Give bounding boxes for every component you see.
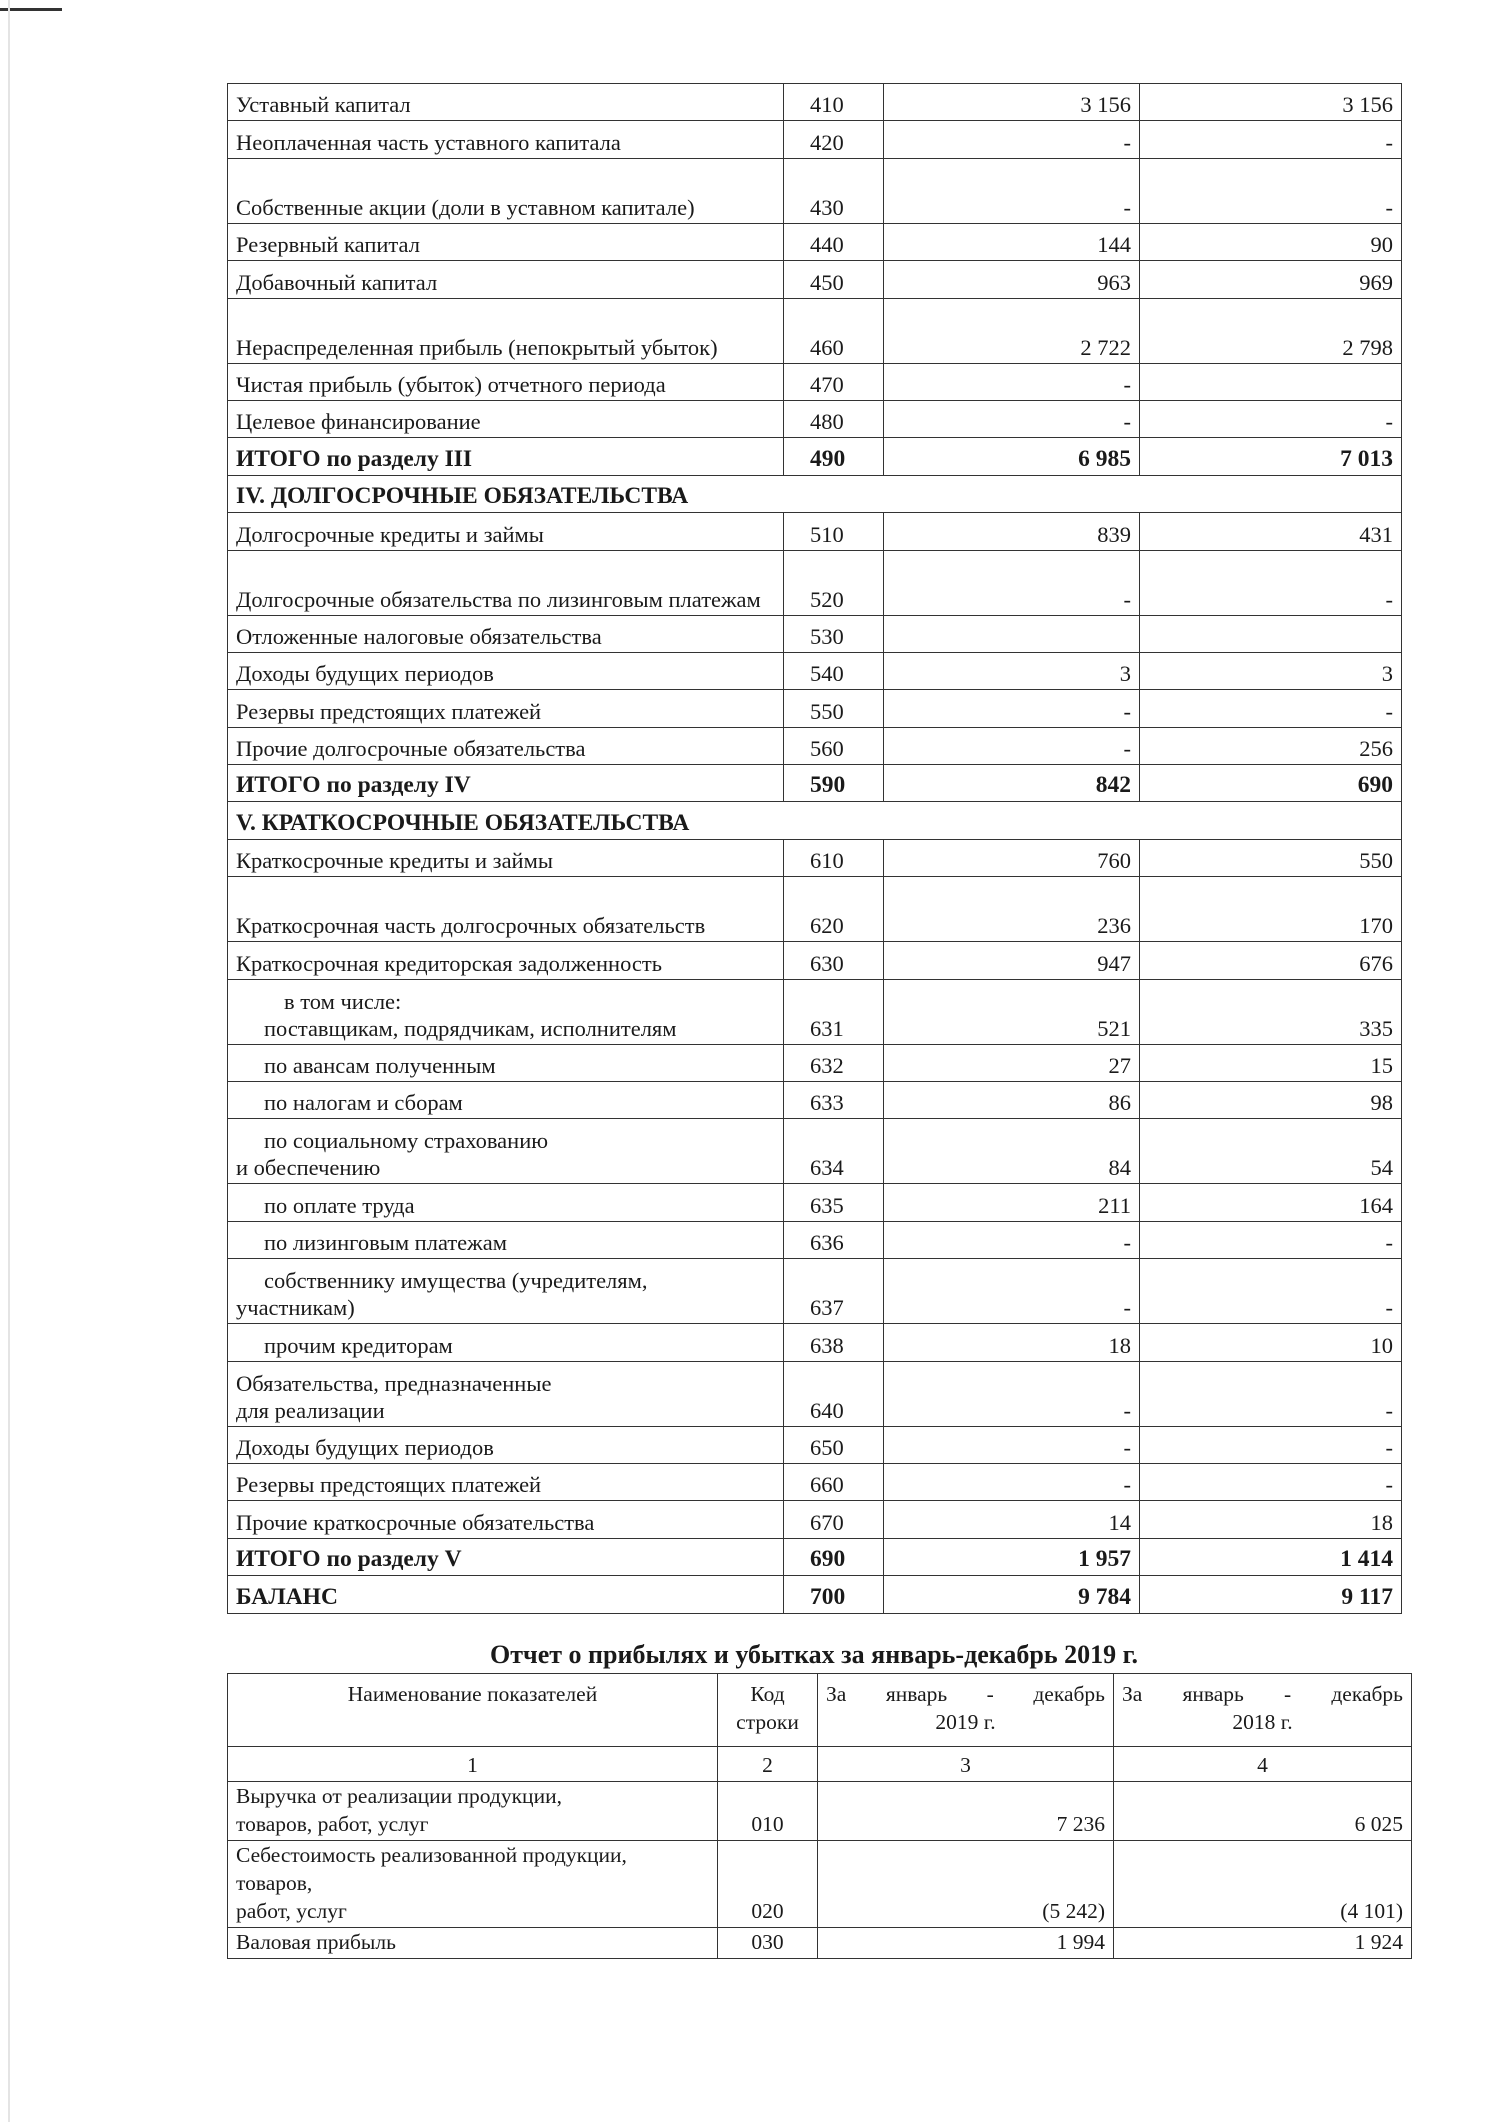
header-name: Наименование показателей <box>228 1674 718 1747</box>
row-code: 630 <box>784 942 884 979</box>
row-code: 550 <box>784 690 884 727</box>
row-name: Целевое финансирование <box>228 400 784 437</box>
value-2019: 842 <box>884 765 1140 802</box>
value-2019: - <box>884 550 1140 615</box>
table-row <box>228 1324 1402 1361</box>
row-code: 440 <box>784 223 884 260</box>
value-2018: 54 <box>1140 1119 1402 1184</box>
value-2019: - <box>884 1221 1140 1258</box>
section-total-row <box>228 438 1402 475</box>
value-2019: 6 985 <box>884 438 1140 475</box>
row-code: 460 <box>784 298 884 363</box>
table-row <box>228 158 1402 223</box>
table-row <box>228 1361 1402 1426</box>
table-row <box>228 363 1402 400</box>
row-name <box>228 1361 784 1426</box>
row-code: 610 <box>784 839 884 876</box>
row-code: 620 <box>784 877 884 942</box>
value-2018: 1 924 <box>1114 1928 1412 1959</box>
row-name: Резервы предстоящих платежей <box>228 690 784 727</box>
table-row <box>228 223 1402 260</box>
row-code: 420 <box>784 121 884 158</box>
value-2019: 3 <box>884 652 1140 689</box>
header-2019 <box>818 1674 1114 1747</box>
row-name <box>228 1119 784 1184</box>
header-row <box>228 1674 1412 1747</box>
table-row <box>228 121 1402 158</box>
row-name-line2: поставщикам, подрядчикам, исполнителям <box>264 1015 677 1041</box>
value-2019: 144 <box>884 223 1140 260</box>
value-2019: 521 <box>884 979 1140 1044</box>
row-code: 490 <box>784 438 884 475</box>
table-row <box>228 727 1402 764</box>
row-code: 635 <box>784 1184 884 1221</box>
value-2018: - <box>1140 1221 1402 1258</box>
value-2018: 10 <box>1140 1324 1402 1361</box>
row-name-line1: Выручка от реализации продукции, <box>236 1784 562 1808</box>
value-2018: 170 <box>1140 877 1402 942</box>
row-name: по лизинговым платежам <box>228 1221 784 1258</box>
row-name: Уставный капитал <box>228 84 784 121</box>
value-2019: 760 <box>884 839 1140 876</box>
value-2018: 9 117 <box>1140 1576 1402 1613</box>
row-code: 633 <box>784 1082 884 1119</box>
value-2018: - <box>1140 121 1402 158</box>
row-name: Чистая прибыль (убыток) отчетного периода <box>228 363 784 400</box>
table-row <box>228 400 1402 437</box>
table-row <box>228 1259 1402 1324</box>
value-2018: 676 <box>1140 942 1402 979</box>
value-2019: 27 <box>884 1044 1140 1081</box>
value-2019 <box>884 615 1140 652</box>
table-row <box>228 1928 1412 1959</box>
value-2019: 9 784 <box>884 1576 1140 1613</box>
value-2018: 256 <box>1140 727 1402 764</box>
section-total-row <box>228 1538 1402 1575</box>
row-name: БАЛАНС <box>228 1576 784 1613</box>
value-2018: 2 798 <box>1140 298 1402 363</box>
value-2018: - <box>1140 1259 1402 1324</box>
including-label: в том числе: <box>284 988 402 1014</box>
row-code: 700 <box>784 1576 884 1613</box>
row-name-line2: и обеспечению <box>236 1155 381 1181</box>
header-2018-line2: 2018 г. <box>1232 1710 1293 1734</box>
value-2019: - <box>884 121 1140 158</box>
value-2018: 18 <box>1140 1501 1402 1538</box>
value-2018: - <box>1140 158 1402 223</box>
table-row <box>228 1463 1402 1500</box>
row-name: ИТОГО по разделу III <box>228 438 784 475</box>
value-2018: 550 <box>1140 839 1402 876</box>
row-code: 650 <box>784 1426 884 1463</box>
row-name: Резервный капитал <box>228 223 784 260</box>
value-2018: 7 013 <box>1140 438 1402 475</box>
row-name: прочим кредиторам <box>228 1324 784 1361</box>
row-name: Краткосрочные кредиты и займы <box>228 839 784 876</box>
table-row <box>228 690 1402 727</box>
column-number: 1 <box>228 1747 718 1782</box>
row-name: Нераспределенная прибыль (непокрытый убыток) <box>228 298 784 363</box>
row-name-line2: товаров, работ, услуг <box>236 1812 429 1836</box>
value-2018: - <box>1140 1463 1402 1500</box>
table-row <box>228 652 1402 689</box>
row-code: 540 <box>784 652 884 689</box>
row-name: по налогам и сборам <box>228 1082 784 1119</box>
table-row <box>228 1082 1402 1119</box>
header-code-line1: Код <box>750 1682 785 1706</box>
row-name-line2: товаров, <box>236 1871 313 1895</box>
value-2018: - <box>1140 1361 1402 1426</box>
value-2018: 164 <box>1140 1184 1402 1221</box>
column-number: 3 <box>818 1747 1114 1782</box>
row-name <box>228 1259 784 1324</box>
value-2019: 211 <box>884 1184 1140 1221</box>
row-code: 634 <box>784 1119 884 1184</box>
value-2019: 86 <box>884 1082 1140 1119</box>
balance-total-row <box>228 1576 1402 1613</box>
profit-loss-table <box>227 1673 1412 1959</box>
row-name <box>228 1841 718 1928</box>
value-2019: 1 957 <box>884 1538 1140 1575</box>
value-2019: 963 <box>884 261 1140 298</box>
value-2018: - <box>1140 1426 1402 1463</box>
value-2019: - <box>884 1361 1140 1426</box>
value-2018: 6 025 <box>1114 1782 1412 1841</box>
row-code: 020 <box>718 1841 818 1928</box>
row-name: Краткосрочная часть долгосрочных обязательств <box>228 877 784 942</box>
row-name: Валовая прибыль <box>228 1928 718 1959</box>
value-2018: 969 <box>1140 261 1402 298</box>
value-2018: - <box>1140 550 1402 615</box>
section-heading: IV. ДОЛГОСРОЧНЫЕ ОБЯЗАТЕЛЬСТВА <box>228 475 1402 512</box>
table-row <box>228 1184 1402 1221</box>
row-code: 520 <box>784 550 884 615</box>
row-name-line2: участникам) <box>236 1295 355 1321</box>
row-name-line1: по социальному страхованию <box>264 1128 549 1154</box>
section-total-row <box>228 765 1402 802</box>
row-code: 690 <box>784 1538 884 1575</box>
row-name: Доходы будущих периодов <box>228 1426 784 1463</box>
value-2019: 84 <box>884 1119 1140 1184</box>
row-code: 410 <box>784 84 884 121</box>
row-code: 510 <box>784 513 884 550</box>
table-row <box>228 979 1402 1044</box>
row-name <box>228 979 784 1044</box>
row-name: Собственные акции (доли в уставном капитале) <box>228 158 784 223</box>
row-name: по оплате труда <box>228 1184 784 1221</box>
balance-sheet-table <box>227 83 1402 1614</box>
row-name-line3: работ, услуг <box>236 1899 347 1923</box>
row-name: Добавочный капитал <box>228 261 784 298</box>
row-name-line1: собственнику имущества (учредителям, <box>264 1268 648 1294</box>
row-name: Отложенные налоговые обязательства <box>228 615 784 652</box>
value-2019: 947 <box>884 942 1140 979</box>
row-name-line2: для реализации <box>236 1397 385 1423</box>
value-2019: 2 722 <box>884 298 1140 363</box>
row-name: Резервы предстоящих платежей <box>228 1463 784 1500</box>
value-2019: 236 <box>884 877 1140 942</box>
column-number: 2 <box>718 1747 818 1782</box>
row-code: 632 <box>784 1044 884 1081</box>
value-2019: - <box>884 158 1140 223</box>
value-2019: 839 <box>884 513 1140 550</box>
row-code: 430 <box>784 158 884 223</box>
column-number: 4 <box>1114 1747 1412 1782</box>
value-2018: - <box>1140 400 1402 437</box>
value-2018 <box>1140 615 1402 652</box>
section-heading-row <box>228 802 1402 839</box>
table-row <box>228 84 1402 121</box>
value-2019: - <box>884 400 1140 437</box>
row-code: 450 <box>784 261 884 298</box>
section-heading: V. КРАТКОСРОЧНЫЕ ОБЯЗАТЕЛЬСТВА <box>228 802 1402 839</box>
value-2018 <box>1140 363 1402 400</box>
row-code: 638 <box>784 1324 884 1361</box>
row-name: Долгосрочные обязательства по лизинговым платежам <box>228 550 784 615</box>
table-row <box>228 550 1402 615</box>
row-name: Долгосрочные кредиты и займы <box>228 513 784 550</box>
row-code: 636 <box>784 1221 884 1258</box>
row-code: 470 <box>784 363 884 400</box>
row-name: Неоплаченная часть уставного капитала <box>228 121 784 158</box>
row-name: Прочие долгосрочные обязательства <box>228 727 784 764</box>
value-2018: 3 <box>1140 652 1402 689</box>
table-row <box>228 942 1402 979</box>
value-2018: 431 <box>1140 513 1402 550</box>
value-2019: 3 156 <box>884 84 1140 121</box>
row-name: по авансам полученным <box>228 1044 784 1081</box>
row-name <box>228 1782 718 1841</box>
value-2018: 98 <box>1140 1082 1402 1119</box>
value-2019: - <box>884 1259 1140 1324</box>
value-2019: - <box>884 727 1140 764</box>
value-2018: 15 <box>1140 1044 1402 1081</box>
header-2019-line1: За январь - декабрь <box>826 1682 1105 1706</box>
value-2019: - <box>884 1463 1140 1500</box>
table-row <box>228 1119 1402 1184</box>
header-2018-line1: За январь - декабрь <box>1122 1682 1403 1706</box>
row-code: 631 <box>784 979 884 1044</box>
header-2019-line2: 2019 г. <box>935 1710 996 1734</box>
section-heading-row <box>228 475 1402 512</box>
value-2018: 335 <box>1140 979 1402 1044</box>
row-code: 590 <box>784 765 884 802</box>
report-title: Отчет о прибылях и убытках за январь-декабрь 2019 г. <box>490 1640 1138 1669</box>
row-name: ИТОГО по разделу IV <box>228 765 784 802</box>
value-2018: 1 414 <box>1140 1538 1402 1575</box>
value-2018: - <box>1140 690 1402 727</box>
row-name: ИТОГО по разделу V <box>228 1538 784 1575</box>
row-code: 030 <box>718 1928 818 1959</box>
table-row <box>228 839 1402 876</box>
row-code: 670 <box>784 1501 884 1538</box>
row-name: Краткосрочная кредиторская задолженность <box>228 942 784 979</box>
value-2019: 14 <box>884 1501 1140 1538</box>
row-code: 010 <box>718 1782 818 1841</box>
table-row <box>228 1782 1412 1841</box>
header-2018 <box>1114 1674 1412 1747</box>
table-row <box>228 261 1402 298</box>
row-code: 560 <box>784 727 884 764</box>
value-2019: - <box>884 363 1140 400</box>
value-2019: - <box>884 690 1140 727</box>
row-code: 640 <box>784 1361 884 1426</box>
table-row <box>228 615 1402 652</box>
value-2019: 1 994 <box>818 1928 1114 1959</box>
value-2018: 690 <box>1140 765 1402 802</box>
header-code <box>718 1674 818 1747</box>
row-name-line1: Обязательства, предназначенные <box>236 1370 552 1396</box>
value-2019: 18 <box>884 1324 1140 1361</box>
header-code-line2: строки <box>736 1710 799 1734</box>
table-row <box>228 1044 1402 1081</box>
value-2019: - <box>884 1426 1140 1463</box>
value-2018: (4 101) <box>1114 1841 1412 1928</box>
table-row <box>228 1426 1402 1463</box>
row-name: Прочие краткосрочные обязательства <box>228 1501 784 1538</box>
table-row <box>228 513 1402 550</box>
row-name-line1: Себестоимость реализованной продукции, <box>236 1843 627 1867</box>
row-name: Доходы будущих периодов <box>228 652 784 689</box>
scan-edge-shadow <box>8 0 10 2122</box>
row-code: 480 <box>784 400 884 437</box>
value-2019: 7 236 <box>818 1782 1114 1841</box>
value-2018: 3 156 <box>1140 84 1402 121</box>
table-row <box>228 1221 1402 1258</box>
table-row <box>228 298 1402 363</box>
table-row <box>228 1841 1412 1928</box>
table-row <box>228 1501 1402 1538</box>
table-row <box>228 877 1402 942</box>
column-number-row <box>228 1747 1412 1782</box>
row-code: 637 <box>784 1259 884 1324</box>
value-2019: (5 242) <box>818 1841 1114 1928</box>
row-code: 530 <box>784 615 884 652</box>
row-code: 660 <box>784 1463 884 1500</box>
value-2018: 90 <box>1140 223 1402 260</box>
